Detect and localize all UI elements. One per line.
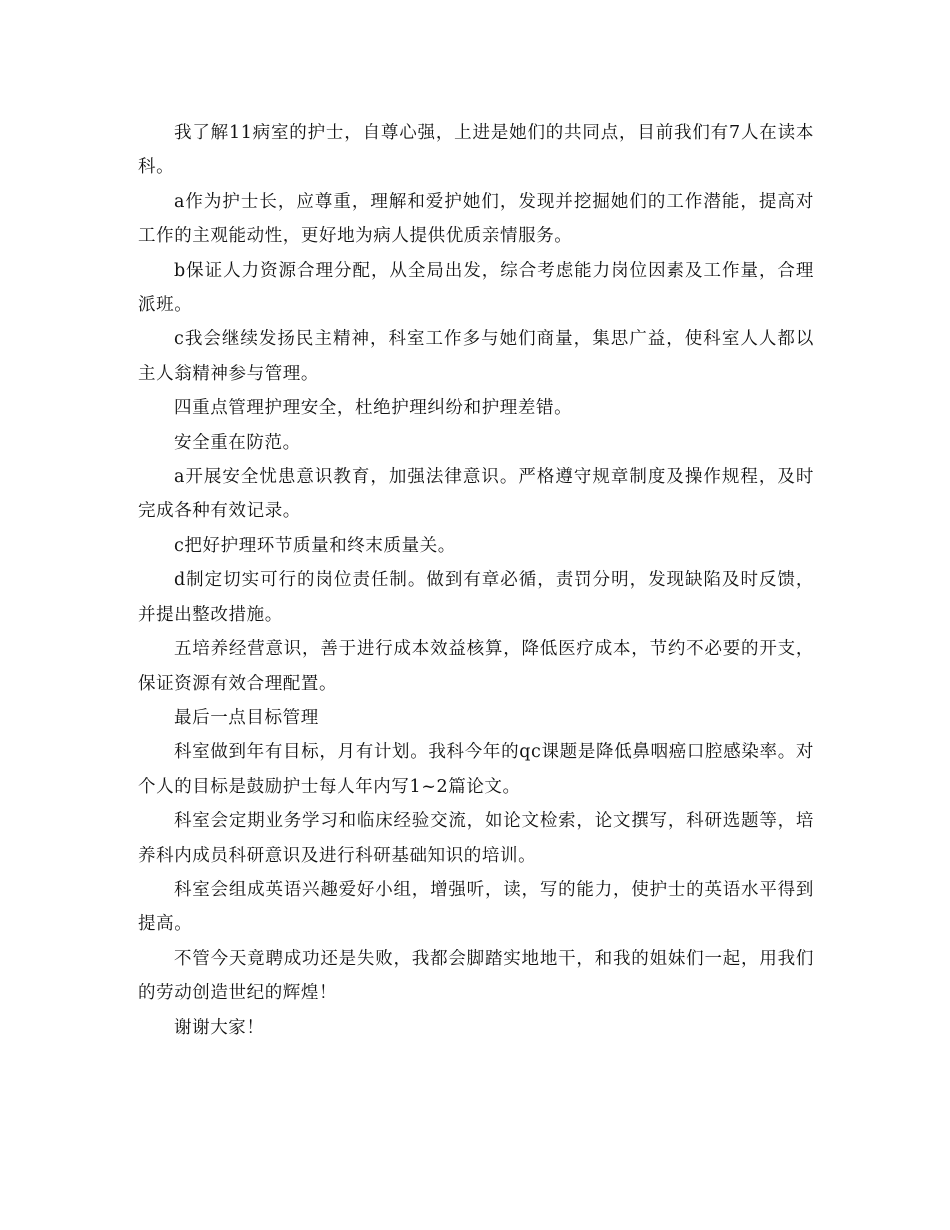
paragraph: 科室做到年有目标，月有计划。我科今年的qc课题是降低鼻咽癌口腔感染率。对个人的目标是鼓励护士每人年内写1~2篇论文。 bbox=[138, 742, 814, 797]
paragraph: 安全重在防范。 bbox=[174, 432, 301, 453]
closing-line: 谢谢大家！ bbox=[174, 1017, 265, 1038]
paragraph: 五培养经营意识，善于进行成本效益核算，降低医疗成本，节约不必要的开支，保证资源有效合理配置。 bbox=[138, 639, 814, 694]
paragraph: c我会继续发扬民主精神，科室工作多与她们商量，集思广益，使科室人人都以主人翁精神参与管理。 bbox=[138, 329, 814, 384]
document-body bbox=[138, 116, 814, 1045]
paragraph: d制定切实可行的岗位责任制。做到有章必循，责罚分明，发现缺陷及时反馈，并提出整改措施。 bbox=[138, 570, 814, 625]
paragraph: b保证人力资源合理分配，从全局出发，综合考虑能力岗位因素及工作量，合理派班。 bbox=[138, 260, 814, 316]
paragraph: a作为护士长，应尊重，理解和爱护她们，发现并挖掘她们的工作潜能，提高对工作的主观能动性，更好地为病人提供优质亲情服务。 bbox=[138, 191, 814, 247]
paragraph: 科室会定期业务学习和临床经验交流，如论文检索，论文撰写，科研选题等，培养科内成员科研意识及进行科研基础知识的培训。 bbox=[138, 811, 814, 866]
paragraph: c把好护理环节质量和终末质量关。 bbox=[174, 535, 456, 556]
paragraph: 我了解11病室的护士，自尊心强，上进是她们的共同点，目前我们有7人在读本科。 bbox=[138, 123, 814, 178]
paragraph: a开展安全忧患意识教育，加强法律意识。严格遵守规章制度及操作规程，及时完成各种有效记录。 bbox=[138, 467, 814, 522]
paragraph: 四重点管理护理安全，杜绝护理纠纷和护理差错。 bbox=[174, 398, 573, 419]
section-heading: 最后一点目标管理 bbox=[174, 707, 319, 728]
paragraph: 科室会组成英语兴趣爱好小组，增强听，读，写的能力，使护士的英语水平得到提高。 bbox=[138, 879, 814, 935]
paragraph: 不管今天竟聘成功还是失败，我都会脚踏实地地干，和我的姐妹们一起，用我们的劳动创造世纪的辉煌！ bbox=[138, 948, 814, 1004]
